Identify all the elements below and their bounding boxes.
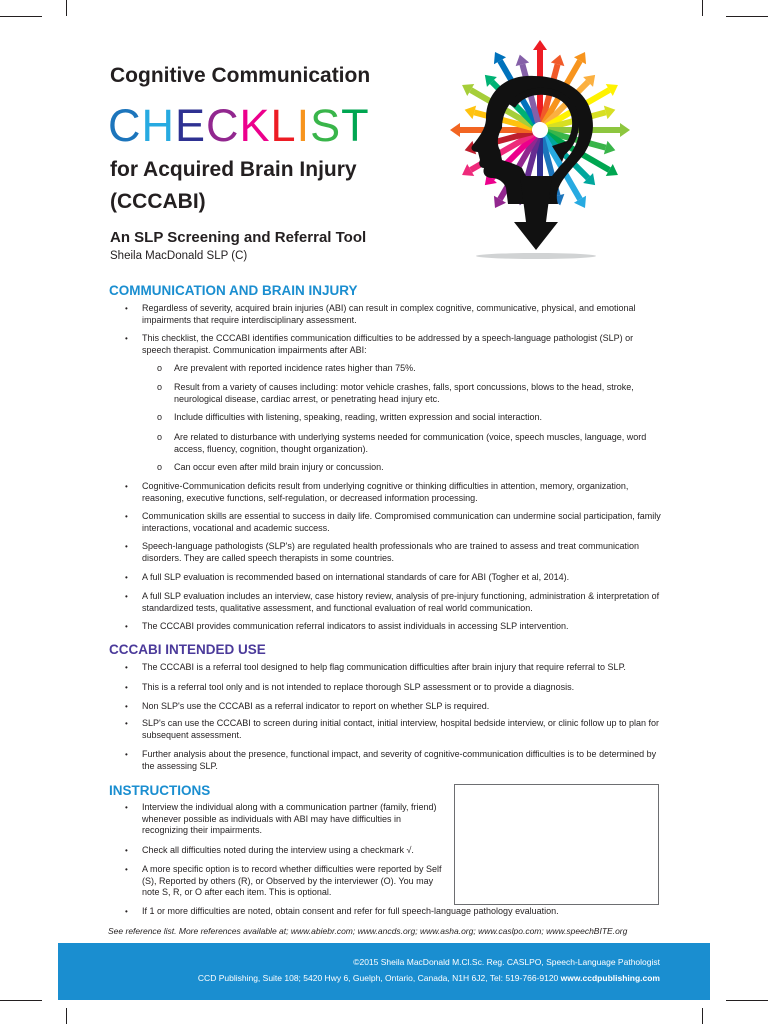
checklist-letter: H (141, 100, 175, 151)
checklist-letter: C (108, 100, 142, 151)
list-item: o Can occur even after mild brain injury or concussion. (174, 462, 654, 474)
checklist-letter: L (270, 100, 297, 151)
list-item: • Speech-language pathologists (SLP's) are regulated health professionals who are trained to assess and treat communication disorders. They are called speech therapists in some countries. (142, 541, 662, 564)
head-with-colorful-arrows-icon (434, 36, 644, 262)
crop-mark (726, 16, 768, 17)
empty-box (454, 784, 659, 905)
checklist-letter: I (296, 100, 311, 151)
list-item: • The CCCABI is a referral tool designed to help flag communication difficulties after brain injury that require referral to SLP. (142, 662, 662, 674)
reference-list: See reference list. More references available at; www.abiebr.com; www.ancds.org; www.asha.org; www.caslpo.com; www.speechBITE.org (108, 926, 628, 936)
crop-mark (66, 1008, 67, 1024)
list-item: • Interview the individual along with a communication partner (family, friend) whenever possible as individuals with ABI may have difficulties in recognizing their impairments. (142, 802, 442, 837)
list-item: o Are related to disturbance with underlying systems needed for communication (voice, speech muscles, language, word access, fluency, cognition, thought organization). (174, 432, 654, 455)
title-checklist (108, 100, 370, 152)
section-heading-instructions: INSTRUCTIONS (109, 783, 211, 798)
list-item: • Regardless of severity, acquired brain injuries (ABI) can result in complex cognitive, communicative, physical, and emotional impairments that require interdisciplinary assessment. (142, 303, 662, 326)
list-item: o Are prevalent with reported incidence rates higher than 75%. (174, 363, 654, 375)
subtitle: An SLP Screening and Referral Tool (110, 229, 367, 246)
list-item: • A more specific option is to record whether difficulties were reported by Self (S), Reported by others (R), or Observed by the interviewer (O). You may note S, R, or O after each item. This is optional. (142, 864, 442, 899)
title-line3: for Acquired Brain Injury (CCCABI) (110, 158, 357, 213)
section-heading-communication: COMMUNICATION AND BRAIN INJURY (109, 283, 358, 298)
checklist-letter: T (341, 100, 370, 151)
checklist-letter: C (206, 100, 240, 151)
footer-copyright: ©2015 Sheila MacDonald M.Cl.Sc. Reg. CASLPO, Speech-Language Pathologist (353, 957, 660, 967)
crop-mark (702, 1008, 703, 1024)
list-item: • This is a referral tool only and is not intended to replace thorough SLP assessment or to provide a diagnosis. (142, 682, 662, 694)
footer-address (198, 973, 660, 983)
crop-mark (0, 16, 42, 17)
section-heading-intended-use: CCCABI INTENDED USE (109, 642, 266, 657)
title-line1: Cognitive Communication (110, 64, 371, 87)
arrow-head (450, 123, 460, 137)
list-item: • Further analysis about the presence, functional impact, and severity of cognitive-communication difficulties is to be determined by the assessing SLP. (142, 749, 662, 772)
shadow (476, 253, 596, 259)
list-item: • Non SLP's use the CCCABI as a referral indicator to report on whether SLP is required. (142, 701, 662, 713)
crop-mark (0, 1000, 42, 1001)
list-item: • A full SLP evaluation includes an interview, case history review, analysis of pre-injury functioning, administration & interpretation of standardized tests, qualitative assessment, and functional evaluation of real world communication. (142, 591, 662, 614)
checklist-letter: K (239, 100, 271, 151)
crop-mark (702, 0, 703, 16)
checklist-letter: E (175, 100, 207, 151)
crop-mark (66, 0, 67, 16)
list-item: • The CCCABI provides communication referral indicators to assist individuals in accessing SLP intervention. (142, 621, 662, 633)
checklist-letter: S (310, 100, 342, 151)
list-item: • If 1 or more difficulties are noted, obtain consent and refer for full speech-language pathology evaluation. (142, 906, 662, 918)
list-item: o Include difficulties with listening, speaking, reading, written expression and social interaction. (174, 412, 654, 424)
footer-address-text: CCD Publishing, Suite 108; 5420 Hwy 6, Guelph, Ontario, Canada, N1H 6J2, Tel: 519-766-9120 (197, 973, 561, 983)
footer-bar (58, 943, 710, 1000)
list-item: • Check all difficulties noted during the interview using a checkmark √. (142, 845, 442, 857)
list-item: • SLP's can use the CCCABI to screen during initial contact, initial interview, hospital bedside interview, or clinic follow up to plan for subsequent assessment. (142, 718, 662, 741)
footer-website: www.ccdpublishing.com (560, 973, 660, 983)
arrow-head (533, 40, 547, 50)
list-item: • Communication skills are essential to success in daily life. Compromised communication can undermine social participation, family interactions, vocational and academic success. (142, 511, 662, 534)
author: Sheila MacDonald SLP (C) (110, 250, 248, 262)
crop-mark (726, 1000, 768, 1001)
list-item: • Cognitive-Communication deficits result from underlying cognitive or thinking difficulties in attention, memory, organization, reasoning, executive functions, self-regulation, or decreased information processing. (142, 481, 662, 504)
center-burst (533, 123, 547, 137)
arrow-head (620, 123, 630, 137)
list-item: o Result from a variety of causes including: motor vehicle crashes, falls, sport concussions, blows to the head, stroke, neurological disease, cardiac arrest, or penetrating head injury etc. (174, 382, 654, 405)
list-item: • This checklist, the CCCABI identifies communication difficulties to be addressed by a speech-language pathologist (SLP) or speech therapist. Communication impairments after ABI: (142, 333, 662, 356)
list-item: • A full SLP evaluation is recommended based on international standards of care for ABI (Togher et al, 2014). (142, 572, 662, 584)
